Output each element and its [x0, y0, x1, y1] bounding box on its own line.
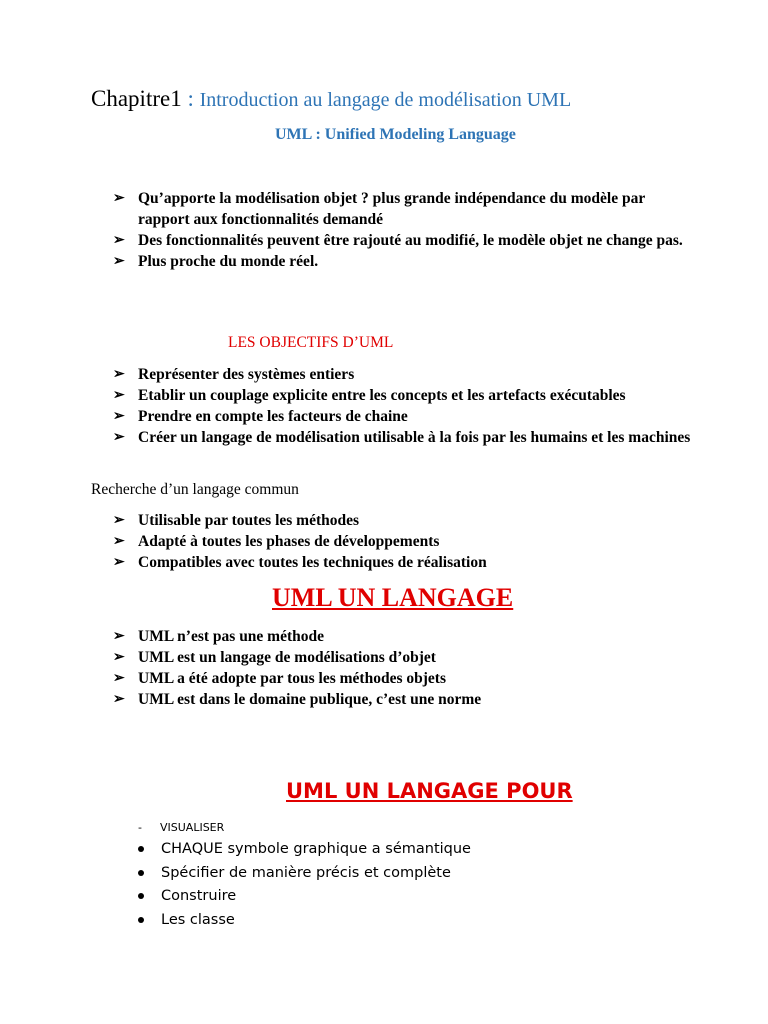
- objectives-heading: LES OBJECTIFS D’UML: [228, 334, 394, 351]
- uml-for-list: [138, 838, 471, 932]
- arrow-bullet-icon: ➢: [113, 388, 125, 403]
- arrow-bullet-icon: ➢: [113, 367, 125, 382]
- arrow-bullet-icon: ➢: [113, 254, 125, 269]
- list-item: ➢ Utilisable par toutes les méthodes: [113, 512, 360, 529]
- arrow-bullet-icon: ➢: [113, 629, 125, 644]
- list-item: ➢ Représenter des systèmes entiers: [113, 366, 355, 383]
- common-language-heading: Recherche d’un langage commun: [91, 481, 299, 498]
- intro-list: [113, 188, 693, 272]
- arrow-bullet-icon: ➢: [113, 191, 125, 206]
- list-item: ➢ Compatibles avec toutes les techniques de réalisation: [113, 554, 487, 571]
- chapter-subject: Introduction au langage de modélisation UML: [199, 89, 572, 111]
- chapter-separator: :: [181, 86, 200, 111]
- objectives-list: [113, 364, 703, 448]
- list-item: Les classe: [138, 909, 471, 933]
- arrow-bullet-icon: ➢: [113, 555, 125, 570]
- visualiser-label: VISUALISER: [160, 821, 225, 834]
- chapter-title: [91, 86, 571, 112]
- visualiser-item: [138, 821, 224, 834]
- list-item: ➢ Qu’apporte la modélisation objet ? plus grande indépendance du modèle par rapport aux fonctionnalités demandé: [113, 190, 645, 228]
- common-language-list: [113, 510, 693, 573]
- arrow-bullet-icon: ➢: [113, 692, 125, 707]
- list-item: ➢ UML est un langage de modélisations d’objet: [113, 649, 436, 666]
- bullet-dot-icon: [138, 893, 144, 899]
- bullet-dot-icon: [138, 917, 144, 923]
- list-item: ➢ UML n’est pas une méthode: [113, 628, 325, 645]
- uml-language-heading: UML UN LANGAGE: [272, 583, 514, 612]
- uml-for-heading: UML UN LANGAGE POUR: [286, 779, 573, 803]
- list-item: ➢ UML est dans le domaine publique, c’est une norme: [113, 691, 482, 708]
- bullet-dot-icon: [138, 846, 144, 852]
- arrow-bullet-icon: ➢: [113, 430, 125, 445]
- list-item: ➢ Etablir un couplage explicite entre les concepts et les artefacts exécutables: [113, 387, 626, 404]
- uml-language-list: [113, 626, 693, 710]
- list-item: Construire: [138, 885, 471, 909]
- arrow-bullet-icon: ➢: [113, 534, 125, 549]
- list-item: ➢ Des fonctionnalités peuvent être rajouté au modifié, le modèle objet ne change pas.: [113, 232, 683, 249]
- list-item: ➢ Adapté à toutes les phases de développements: [113, 533, 440, 550]
- list-item: ➢ Prendre en compte les facteurs de chaine: [113, 408, 408, 425]
- list-item: ➢ Plus proche du monde réel.: [113, 253, 319, 270]
- arrow-bullet-icon: ➢: [113, 671, 125, 686]
- arrow-bullet-icon: ➢: [113, 650, 125, 665]
- list-item: Spécifier de manière précis et complète: [138, 862, 471, 886]
- dash-marker: -: [138, 821, 142, 834]
- bullet-dot-icon: [138, 870, 144, 876]
- arrow-bullet-icon: ➢: [113, 233, 125, 248]
- list-item: ➢ Créer un langage de modélisation utilisable à la fois par les humains et les machines: [113, 429, 691, 446]
- list-item: CHAQUE symbole graphique a sémantique: [138, 838, 471, 862]
- arrow-bullet-icon: ➢: [113, 409, 125, 424]
- list-item: ➢ UML a été adopte par tous les méthodes objets: [113, 670, 446, 687]
- chapter-label: Chapitre1: [91, 86, 182, 111]
- arrow-bullet-icon: ➢: [113, 513, 125, 528]
- chapter-subtitle: UML : Unified Modeling Language: [275, 126, 516, 143]
